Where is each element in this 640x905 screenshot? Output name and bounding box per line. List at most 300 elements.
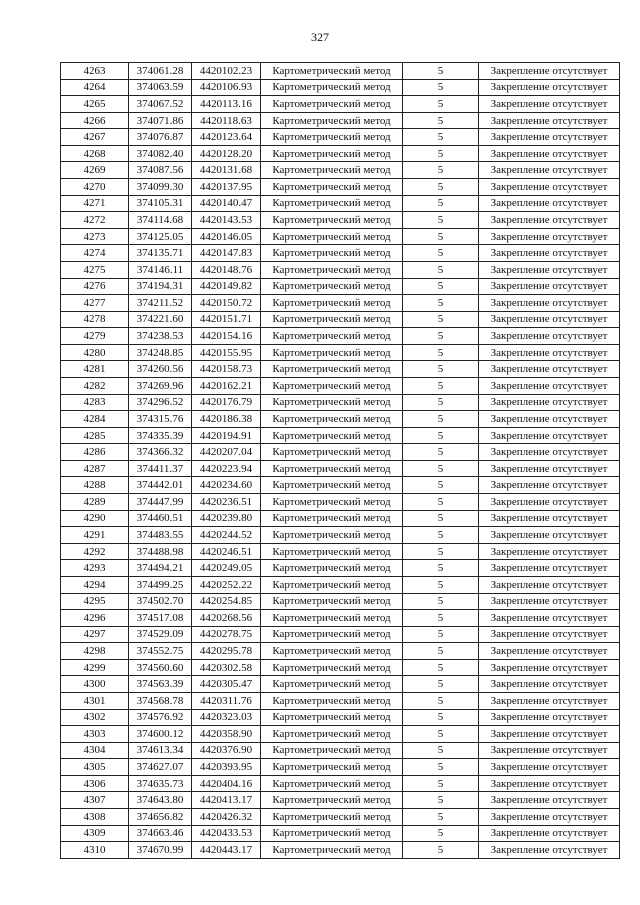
- fixing-cell: Закрепление отсутствует: [479, 129, 620, 146]
- y-coordinate-cell: 4420358.90: [192, 726, 261, 743]
- point-number-cell: 4273: [61, 228, 129, 245]
- accuracy-cell: 5: [403, 593, 479, 610]
- fixing-cell: Закрепление отсутствует: [479, 692, 620, 709]
- method-cell: Картометрический метод: [261, 311, 403, 328]
- y-coordinate-cell: 4420131.68: [192, 162, 261, 179]
- x-coordinate-cell: 374447.99: [129, 494, 192, 511]
- table-row: [61, 63, 620, 80]
- table-row: [61, 295, 620, 312]
- fixing-cell: Закрепление отсутствует: [479, 576, 620, 593]
- point-number-cell: 4282: [61, 377, 129, 394]
- x-coordinate-cell: 374114.68: [129, 212, 192, 229]
- y-coordinate-cell: 4420254.85: [192, 593, 261, 610]
- method-cell: Картометрический метод: [261, 643, 403, 660]
- table-row: [61, 195, 620, 212]
- table-row: [61, 361, 620, 378]
- point-number-cell: 4270: [61, 179, 129, 196]
- method-cell: Картометрический метод: [261, 444, 403, 461]
- accuracy-cell: 5: [403, 709, 479, 726]
- point-number-cell: 4286: [61, 444, 129, 461]
- accuracy-cell: 5: [403, 726, 479, 743]
- point-number-cell: 4275: [61, 261, 129, 278]
- table-row: [61, 709, 620, 726]
- y-coordinate-cell: 4420176.79: [192, 394, 261, 411]
- fixing-cell: Закрепление отсутствует: [479, 328, 620, 345]
- method-cell: Картометрический метод: [261, 659, 403, 676]
- fixing-cell: Закрепление отсутствует: [479, 742, 620, 759]
- method-cell: Картометрический метод: [261, 278, 403, 295]
- x-coordinate-cell: 374568.78: [129, 692, 192, 709]
- fixing-cell: Закрепление отсутствует: [479, 759, 620, 776]
- point-number-cell: 4269: [61, 162, 129, 179]
- fixing-cell: Закрепление отсутствует: [479, 510, 620, 527]
- y-coordinate-cell: 4420123.64: [192, 129, 261, 146]
- accuracy-cell: 5: [403, 560, 479, 577]
- y-coordinate-cell: 4420433.53: [192, 825, 261, 842]
- fixing-cell: Закрепление отсутствует: [479, 344, 620, 361]
- fixing-cell: Закрепление отсутствует: [479, 560, 620, 577]
- point-number-cell: 4298: [61, 643, 129, 660]
- point-number-cell: 4290: [61, 510, 129, 527]
- table-row: [61, 842, 620, 859]
- x-coordinate-cell: 374146.11: [129, 261, 192, 278]
- fixing-cell: Закрепление отсутствует: [479, 775, 620, 792]
- x-coordinate-cell: 374211.52: [129, 295, 192, 312]
- method-cell: Картометрический метод: [261, 129, 403, 146]
- x-coordinate-cell: 374576.92: [129, 709, 192, 726]
- fixing-cell: Закрепление отсутствует: [479, 527, 620, 544]
- point-number-cell: 4266: [61, 112, 129, 129]
- fixing-cell: Закрепление отсутствует: [479, 394, 620, 411]
- fixing-cell: Закрепление отсутствует: [479, 195, 620, 212]
- method-cell: Картометрический метод: [261, 825, 403, 842]
- fixing-cell: Закрепление отсутствует: [479, 543, 620, 560]
- method-cell: Картометрический метод: [261, 726, 403, 743]
- point-number-cell: 4294: [61, 576, 129, 593]
- table-row: [61, 328, 620, 345]
- method-cell: Картометрический метод: [261, 179, 403, 196]
- table-row: [61, 261, 620, 278]
- table-row: [61, 411, 620, 428]
- fixing-cell: Закрепление отсутствует: [479, 427, 620, 444]
- x-coordinate-cell: 374071.86: [129, 112, 192, 129]
- point-number-cell: 4309: [61, 825, 129, 842]
- point-number-cell: 4272: [61, 212, 129, 229]
- x-coordinate-cell: 374315.76: [129, 411, 192, 428]
- accuracy-cell: 5: [403, 195, 479, 212]
- fixing-cell: Закрепление отсутствует: [479, 825, 620, 842]
- table-row: [61, 162, 620, 179]
- y-coordinate-cell: 4420323.03: [192, 709, 261, 726]
- x-coordinate-cell: 374502.70: [129, 593, 192, 610]
- method-cell: Картометрический метод: [261, 477, 403, 494]
- point-number-cell: 4304: [61, 742, 129, 759]
- fixing-cell: Закрепление отсутствует: [479, 494, 620, 511]
- y-coordinate-cell: 4420234.60: [192, 477, 261, 494]
- table-row: [61, 96, 620, 113]
- y-coordinate-cell: 4420413.17: [192, 792, 261, 809]
- point-number-cell: 4288: [61, 477, 129, 494]
- page-number: 327: [311, 30, 329, 44]
- point-number-cell: 4268: [61, 145, 129, 162]
- fixing-cell: Закрепление отсутствует: [479, 444, 620, 461]
- x-coordinate-cell: 374125.05: [129, 228, 192, 245]
- table-row: [61, 460, 620, 477]
- y-coordinate-cell: 4420302.58: [192, 659, 261, 676]
- method-cell: Картометрический метод: [261, 96, 403, 113]
- x-coordinate-cell: 374221.60: [129, 311, 192, 328]
- accuracy-cell: 5: [403, 228, 479, 245]
- accuracy-cell: 5: [403, 278, 479, 295]
- x-coordinate-cell: 374663.46: [129, 825, 192, 842]
- y-coordinate-cell: 4420146.05: [192, 228, 261, 245]
- point-number-cell: 4287: [61, 460, 129, 477]
- method-cell: Картометрический метод: [261, 792, 403, 809]
- method-cell: Картометрический метод: [261, 775, 403, 792]
- point-number-cell: 4308: [61, 809, 129, 826]
- table-row: [61, 825, 620, 842]
- y-coordinate-cell: 4420149.82: [192, 278, 261, 295]
- x-coordinate-cell: 374517.08: [129, 610, 192, 627]
- x-coordinate-cell: 374076.87: [129, 129, 192, 146]
- accuracy-cell: 5: [403, 179, 479, 196]
- table-row: [61, 643, 620, 660]
- accuracy-cell: 5: [403, 245, 479, 262]
- accuracy-cell: 5: [403, 427, 479, 444]
- method-cell: Картометрический метод: [261, 494, 403, 511]
- accuracy-cell: 5: [403, 112, 479, 129]
- accuracy-cell: 5: [403, 477, 479, 494]
- point-number-cell: 4267: [61, 129, 129, 146]
- accuracy-cell: 5: [403, 775, 479, 792]
- table-row: [61, 692, 620, 709]
- method-cell: Картометрический метод: [261, 809, 403, 826]
- method-cell: Картометрический метод: [261, 162, 403, 179]
- point-number-cell: 4301: [61, 692, 129, 709]
- fixing-cell: Закрепление отсутствует: [479, 79, 620, 96]
- table-row: [61, 494, 620, 511]
- fixing-cell: Закрепление отсутствует: [479, 726, 620, 743]
- x-coordinate-cell: 374296.52: [129, 394, 192, 411]
- fixing-cell: Закрепление отсутствует: [479, 212, 620, 229]
- point-number-cell: 4279: [61, 328, 129, 345]
- method-cell: Картометрический метод: [261, 63, 403, 80]
- y-coordinate-cell: 4420154.16: [192, 328, 261, 345]
- x-coordinate-cell: 374499.25: [129, 576, 192, 593]
- point-number-cell: 4303: [61, 726, 129, 743]
- table-row: [61, 527, 620, 544]
- fixing-cell: Закрепление отсутствует: [479, 659, 620, 676]
- fixing-cell: Закрепление отсутствует: [479, 460, 620, 477]
- x-coordinate-cell: 374563.39: [129, 676, 192, 693]
- fixing-cell: Закрепление отсутствует: [479, 145, 620, 162]
- y-coordinate-cell: 4420140.47: [192, 195, 261, 212]
- y-coordinate-cell: 4420246.51: [192, 543, 261, 560]
- fixing-cell: Закрепление отсутствует: [479, 96, 620, 113]
- x-coordinate-cell: 374061.28: [129, 63, 192, 80]
- point-number-cell: 4278: [61, 311, 129, 328]
- table-row: [61, 593, 620, 610]
- method-cell: Картометрический метод: [261, 228, 403, 245]
- x-coordinate-cell: 374552.75: [129, 643, 192, 660]
- table-row: [61, 510, 620, 527]
- x-coordinate-cell: 374600.12: [129, 726, 192, 743]
- table-row: [61, 427, 620, 444]
- y-coordinate-cell: 4420150.72: [192, 295, 261, 312]
- table-row: [61, 626, 620, 643]
- method-cell: Картометрический метод: [261, 742, 403, 759]
- point-number-cell: 4296: [61, 610, 129, 627]
- y-coordinate-cell: 4420223.94: [192, 460, 261, 477]
- table-row: [61, 809, 620, 826]
- x-coordinate-cell: 374560.60: [129, 659, 192, 676]
- x-coordinate-cell: 374067.52: [129, 96, 192, 113]
- fixing-cell: Закрепление отсутствует: [479, 245, 620, 262]
- x-coordinate-cell: 374269.96: [129, 377, 192, 394]
- x-coordinate-cell: 374627.07: [129, 759, 192, 776]
- point-number-cell: 4292: [61, 543, 129, 560]
- fixing-cell: Закрепление отсутствует: [479, 709, 620, 726]
- table-row: [61, 610, 620, 627]
- point-number-cell: 4289: [61, 494, 129, 511]
- table-row: [61, 79, 620, 96]
- x-coordinate-cell: 374494.21: [129, 560, 192, 577]
- method-cell: Картометрический метод: [261, 593, 403, 610]
- y-coordinate-cell: 4420113.16: [192, 96, 261, 113]
- y-coordinate-cell: 4420151.71: [192, 311, 261, 328]
- y-coordinate-cell: 4420311.76: [192, 692, 261, 709]
- y-coordinate-cell: 4420162.21: [192, 377, 261, 394]
- fixing-cell: Закрепление отсутствует: [479, 626, 620, 643]
- point-number-cell: 4293: [61, 560, 129, 577]
- y-coordinate-cell: 4420278.75: [192, 626, 261, 643]
- y-coordinate-cell: 4420443.17: [192, 842, 261, 859]
- x-coordinate-cell: 374613.34: [129, 742, 192, 759]
- table-row: [61, 775, 620, 792]
- fixing-cell: Закрепление отсутствует: [479, 477, 620, 494]
- y-coordinate-cell: 4420404.16: [192, 775, 261, 792]
- accuracy-cell: 5: [403, 145, 479, 162]
- accuracy-cell: 5: [403, 212, 479, 229]
- accuracy-cell: 5: [403, 411, 479, 428]
- fixing-cell: Закрепление отсутствует: [479, 377, 620, 394]
- fixing-cell: Закрепление отсутствует: [479, 593, 620, 610]
- fixing-cell: Закрепление отсутствует: [479, 162, 620, 179]
- table-row: [61, 576, 620, 593]
- y-coordinate-cell: 4420249.05: [192, 560, 261, 577]
- fixing-cell: Закрепление отсутствует: [479, 411, 620, 428]
- accuracy-cell: 5: [403, 444, 479, 461]
- method-cell: Картометрический метод: [261, 759, 403, 776]
- point-number-cell: 4285: [61, 427, 129, 444]
- accuracy-cell: 5: [403, 162, 479, 179]
- point-number-cell: 4274: [61, 245, 129, 262]
- method-cell: Картометрический метод: [261, 145, 403, 162]
- fixing-cell: Закрепление отсутствует: [479, 809, 620, 826]
- table-row: [61, 394, 620, 411]
- y-coordinate-cell: 4420147.83: [192, 245, 261, 262]
- accuracy-cell: 5: [403, 129, 479, 146]
- method-cell: Картометрический метод: [261, 112, 403, 129]
- x-coordinate-cell: 374105.31: [129, 195, 192, 212]
- y-coordinate-cell: 4420148.76: [192, 261, 261, 278]
- table-row: [61, 212, 620, 229]
- fixing-cell: Закрепление отсутствует: [479, 610, 620, 627]
- y-coordinate-cell: 4420268.56: [192, 610, 261, 627]
- point-number-cell: 4277: [61, 295, 129, 312]
- table-row: [61, 543, 620, 560]
- method-cell: Картометрический метод: [261, 692, 403, 709]
- method-cell: Картометрический метод: [261, 543, 403, 560]
- point-number-cell: 4299: [61, 659, 129, 676]
- fixing-cell: Закрепление отсутствует: [479, 112, 620, 129]
- x-coordinate-cell: 374087.56: [129, 162, 192, 179]
- method-cell: Картометрический метод: [261, 560, 403, 577]
- method-cell: Картометрический метод: [261, 295, 403, 312]
- method-cell: Картометрический метод: [261, 510, 403, 527]
- accuracy-cell: 5: [403, 510, 479, 527]
- method-cell: Картометрический метод: [261, 261, 403, 278]
- y-coordinate-cell: 4420102.23: [192, 63, 261, 80]
- table-row: [61, 278, 620, 295]
- y-coordinate-cell: 4420118.63: [192, 112, 261, 129]
- table-row: [61, 477, 620, 494]
- method-cell: Картометрический метод: [261, 676, 403, 693]
- point-number-cell: 4291: [61, 527, 129, 544]
- method-cell: Картометрический метод: [261, 394, 403, 411]
- method-cell: Картометрический метод: [261, 709, 403, 726]
- method-cell: Картометрический метод: [261, 527, 403, 544]
- accuracy-cell: 5: [403, 394, 479, 411]
- y-coordinate-cell: 4420295.78: [192, 643, 261, 660]
- fixing-cell: Закрепление отсутствует: [479, 295, 620, 312]
- y-coordinate-cell: 4420143.53: [192, 212, 261, 229]
- table-row: [61, 344, 620, 361]
- accuracy-cell: 5: [403, 295, 479, 312]
- x-coordinate-cell: 374635.73: [129, 775, 192, 792]
- point-number-cell: 4306: [61, 775, 129, 792]
- method-cell: Картометрический метод: [261, 245, 403, 262]
- point-number-cell: 4271: [61, 195, 129, 212]
- accuracy-cell: 5: [403, 344, 479, 361]
- accuracy-cell: 5: [403, 96, 479, 113]
- accuracy-cell: 5: [403, 311, 479, 328]
- fixing-cell: Закрепление отсутствует: [479, 278, 620, 295]
- accuracy-cell: 5: [403, 543, 479, 560]
- point-number-cell: 4302: [61, 709, 129, 726]
- accuracy-cell: 5: [403, 361, 479, 378]
- y-coordinate-cell: 4420305.47: [192, 676, 261, 693]
- y-coordinate-cell: 4420194.91: [192, 427, 261, 444]
- table-row: [61, 792, 620, 809]
- x-coordinate-cell: 374135.71: [129, 245, 192, 262]
- accuracy-cell: 5: [403, 494, 479, 511]
- y-coordinate-cell: 4420207.04: [192, 444, 261, 461]
- accuracy-cell: 5: [403, 576, 479, 593]
- fixing-cell: Закрепление отсутствует: [479, 261, 620, 278]
- table-row: [61, 145, 620, 162]
- accuracy-cell: 5: [403, 610, 479, 627]
- x-coordinate-cell: 374460.51: [129, 510, 192, 527]
- x-coordinate-cell: 374656.82: [129, 809, 192, 826]
- table-row: [61, 311, 620, 328]
- accuracy-cell: 5: [403, 842, 479, 859]
- accuracy-cell: 5: [403, 759, 479, 776]
- point-number-cell: 4263: [61, 63, 129, 80]
- table-body: [61, 63, 620, 859]
- fixing-cell: Закрепление отсутствует: [479, 842, 620, 859]
- y-coordinate-cell: 4420426.32: [192, 809, 261, 826]
- table-row: [61, 112, 620, 129]
- x-coordinate-cell: 374194.31: [129, 278, 192, 295]
- method-cell: Картометрический метод: [261, 361, 403, 378]
- fixing-cell: Закрепление отсутствует: [479, 179, 620, 196]
- point-number-cell: 4264: [61, 79, 129, 96]
- method-cell: Картометрический метод: [261, 377, 403, 394]
- table-row: [61, 245, 620, 262]
- fixing-cell: Закрепление отсутствует: [479, 643, 620, 660]
- table-row: [61, 444, 620, 461]
- point-number-cell: 4310: [61, 842, 129, 859]
- method-cell: Картометрический метод: [261, 460, 403, 477]
- accuracy-cell: 5: [403, 692, 479, 709]
- table-row: [61, 759, 620, 776]
- method-cell: Картометрический метод: [261, 842, 403, 859]
- table-row: [61, 228, 620, 245]
- point-number-cell: 4305: [61, 759, 129, 776]
- x-coordinate-cell: 374643.80: [129, 792, 192, 809]
- point-number-cell: 4280: [61, 344, 129, 361]
- y-coordinate-cell: 4420236.51: [192, 494, 261, 511]
- fixing-cell: Закрепление отсутствует: [479, 228, 620, 245]
- fixing-cell: Закрепление отсутствует: [479, 361, 620, 378]
- accuracy-cell: 5: [403, 79, 479, 96]
- x-coordinate-cell: 374248.85: [129, 344, 192, 361]
- y-coordinate-cell: 4420239.80: [192, 510, 261, 527]
- x-coordinate-cell: 374260.56: [129, 361, 192, 378]
- y-coordinate-cell: 4420244.52: [192, 527, 261, 544]
- y-coordinate-cell: 4420252.22: [192, 576, 261, 593]
- point-number-cell: 4281: [61, 361, 129, 378]
- x-coordinate-cell: 374483.55: [129, 527, 192, 544]
- accuracy-cell: 5: [403, 742, 479, 759]
- point-number-cell: 4284: [61, 411, 129, 428]
- y-coordinate-cell: 4420155.95: [192, 344, 261, 361]
- method-cell: Картометрический метод: [261, 195, 403, 212]
- method-cell: Картометрический метод: [261, 610, 403, 627]
- x-coordinate-cell: 374099.30: [129, 179, 192, 196]
- method-cell: Картометрический метод: [261, 212, 403, 229]
- point-number-cell: 4265: [61, 96, 129, 113]
- fixing-cell: Закрепление отсутствует: [479, 792, 620, 809]
- accuracy-cell: 5: [403, 63, 479, 80]
- table-row: [61, 179, 620, 196]
- x-coordinate-cell: 374442.01: [129, 477, 192, 494]
- method-cell: Картометрический метод: [261, 626, 403, 643]
- table-row: [61, 726, 620, 743]
- accuracy-cell: 5: [403, 825, 479, 842]
- table-row: [61, 129, 620, 146]
- fixing-cell: Закрепление отсутствует: [479, 676, 620, 693]
- accuracy-cell: 5: [403, 527, 479, 544]
- table-row: [61, 560, 620, 577]
- table-row: [61, 659, 620, 676]
- method-cell: Картометрический метод: [261, 576, 403, 593]
- accuracy-cell: 5: [403, 626, 479, 643]
- y-coordinate-cell: 4420393.95: [192, 759, 261, 776]
- y-coordinate-cell: 4420137.95: [192, 179, 261, 196]
- x-coordinate-cell: 374082.40: [129, 145, 192, 162]
